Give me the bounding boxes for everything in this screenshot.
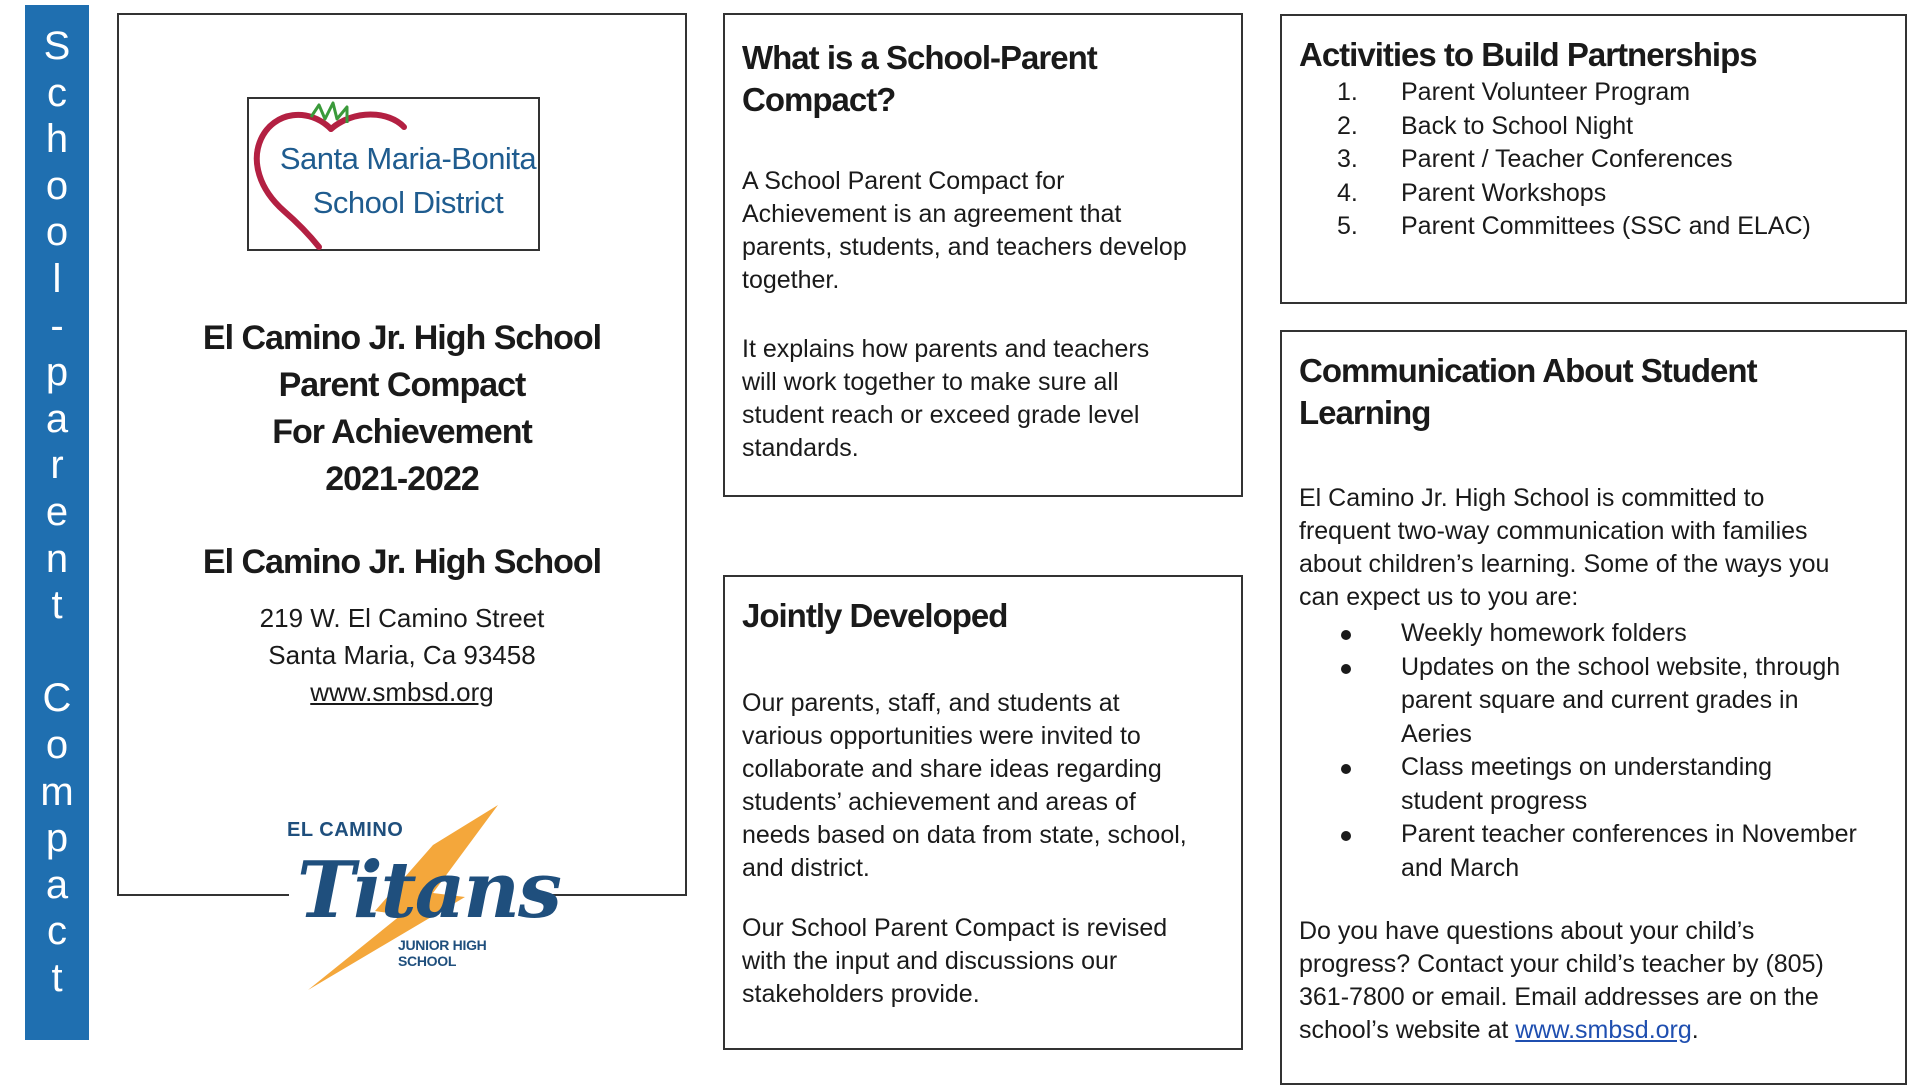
banner-letter: r	[50, 443, 64, 488]
text-line: various opportunities were invited to	[742, 722, 1141, 750]
communication-title	[1299, 350, 1757, 434]
list-item	[1299, 143, 1899, 177]
bullet-icon	[1341, 630, 1351, 640]
contact-prefix: school’s website at	[1299, 1016, 1516, 1044]
banner-letter: o	[45, 163, 69, 208]
side-banner	[25, 5, 89, 1040]
district-logo	[247, 97, 540, 251]
jointly-developed-para1	[742, 687, 1187, 885]
bullet-item	[1299, 651, 1899, 752]
list-item-text: Parent / Teacher Conferences	[1401, 145, 1733, 173]
banner-letter: a	[45, 862, 69, 907]
compact-title	[119, 315, 685, 503]
text-line: Do you have questions about your child’s	[1299, 917, 1755, 945]
bullet-text: Class meetings on understanding	[1401, 753, 1773, 781]
banner-letter: m	[40, 769, 74, 814]
bullet-text: Aeries	[1401, 719, 1472, 748]
compact-definition-para2	[742, 333, 1149, 465]
communication-contact	[1299, 915, 1824, 1047]
communication-box	[1280, 330, 1907, 1085]
text-line: about children’s learning. Some of the ways you	[1299, 550, 1830, 578]
bullet-icon	[1341, 764, 1351, 774]
text-line: collaborate and share ideas regarding	[742, 755, 1162, 783]
title-line: Learning	[1299, 394, 1431, 431]
bullet-text: student progress	[1401, 786, 1588, 815]
text-line	[1299, 1014, 1824, 1047]
banner-letter: o	[45, 722, 69, 767]
contact-suffix: .	[1691, 1016, 1699, 1044]
activities-list	[1299, 76, 1899, 244]
text-line: frequent two-way communication with families	[1299, 517, 1808, 545]
activities-box	[1280, 14, 1907, 304]
district-logo-line1: Santa Maria-Bonita	[279, 141, 537, 176]
text-line: It explains how parents and teachers	[742, 335, 1150, 363]
banner-letter: -	[50, 303, 64, 348]
jointly-developed-title: Jointly Developed	[742, 597, 1008, 634]
list-number: 2.	[1337, 111, 1358, 140]
banner-letter	[25, 629, 89, 676]
title-line: For Achievement	[272, 413, 532, 451]
compact-definition-title	[742, 37, 1097, 121]
text-line: Our School Parent Compact is revised	[742, 914, 1168, 942]
bullet-text: parent square and current grades in	[1401, 686, 1799, 714]
jointly-developed-para2	[742, 912, 1167, 1011]
text-line: standards.	[742, 434, 859, 462]
title-line: Parent Compact	[278, 366, 526, 404]
banner-letter: t	[51, 955, 63, 1000]
title-line: Communication About Student	[1299, 352, 1757, 389]
communication-intro	[1299, 482, 1829, 614]
bullet-item	[1299, 617, 1899, 651]
text-line: A School Parent Compact for	[742, 167, 1065, 195]
address-city: Santa Maria, Ca 93458	[268, 640, 536, 670]
titans-logo	[283, 805, 560, 1005]
banner-letter: c	[47, 909, 67, 954]
list-number: 3.	[1337, 145, 1358, 173]
titans-logo-main: Titans	[297, 845, 560, 936]
text-line: and district.	[742, 854, 870, 882]
list-item-text: Parent Workshops	[1401, 178, 1607, 207]
banner-letter: e	[45, 489, 69, 534]
title-line: El Camino Jr. High School	[202, 319, 602, 357]
address-website-link[interactable]: www.smbsd.org	[310, 677, 494, 707]
jointly-developed-box	[723, 575, 1243, 1050]
banner-letter: a	[45, 396, 69, 441]
compact-definition-box	[723, 13, 1243, 497]
banner-letter: c	[47, 70, 67, 115]
list-item-text: Parent Volunteer Program	[1401, 78, 1691, 106]
titans-logo-bottom: JUNIOR HIGH SCHOOL	[398, 937, 487, 969]
compact-definition-para1	[742, 165, 1187, 297]
bullet-icon	[1341, 831, 1351, 841]
text-line: 361-7800 or email. Email addresses are on the	[1299, 983, 1819, 1011]
banner-letter: o	[45, 210, 69, 255]
banner-letter: C	[42, 676, 72, 721]
titans-logo-top: EL CAMINO	[287, 819, 404, 841]
text-line: progress? Contact your child’s teacher by (805)	[1299, 950, 1824, 978]
text-line: together.	[742, 266, 840, 294]
bullet-text: and March	[1401, 853, 1520, 882]
banner-letter: h	[45, 117, 69, 162]
list-number: 1.	[1337, 78, 1358, 106]
bullet-text: Updates on the school website, through	[1401, 652, 1841, 681]
banner-letter: n	[45, 536, 69, 581]
text-line: will work together to make sure all	[742, 368, 1119, 396]
text-line: students’ achievement and areas of	[742, 788, 1136, 816]
communication-bullet-list	[1299, 617, 1899, 885]
bullet-icon	[1341, 664, 1351, 674]
list-number: 5.	[1337, 212, 1358, 240]
text-line: parents, students, and teachers develop	[742, 233, 1187, 261]
banner-letter: S	[43, 24, 71, 68]
bullet-text: Weekly homework folders	[1401, 619, 1687, 647]
text-line: with the input and discussions our	[742, 947, 1118, 975]
website-link[interactable]: www.smbsd.org	[1515, 1016, 1692, 1044]
title-line: 2021-2022	[325, 460, 479, 498]
text-line: Achievement is an agreement that	[742, 200, 1122, 228]
address-school-name: El Camino Jr. High School	[202, 543, 602, 581]
text-line: can expect us to you are:	[1299, 583, 1579, 611]
address-street: 219 W. El Camino Street	[259, 603, 545, 633]
banner-letter: p	[45, 350, 69, 395]
cover-panel	[117, 13, 687, 896]
banner-letter: p	[45, 816, 69, 861]
district-logo-line2: School District	[312, 185, 504, 220]
bullet-item	[1299, 818, 1899, 885]
bullet-text: Parent teacher conferences in November	[1401, 820, 1857, 848]
list-item	[1299, 110, 1899, 144]
list-item	[1299, 177, 1899, 211]
list-item	[1299, 76, 1899, 110]
text-line: El Camino Jr. High School is committed to	[1299, 484, 1765, 512]
list-number: 4.	[1337, 178, 1358, 207]
list-item-text: Back to School Night	[1401, 111, 1634, 140]
activities-title: Activities to Build Partnerships	[1299, 36, 1757, 73]
banner-letter: t	[51, 583, 63, 628]
list-item	[1299, 210, 1899, 244]
text-line: Our parents, staff, and students at	[742, 689, 1120, 717]
text-line: stakeholders provide.	[742, 980, 980, 1008]
bullet-item	[1299, 751, 1899, 818]
title-line: Compact?	[742, 81, 896, 118]
title-line: What is a School-Parent	[742, 39, 1097, 76]
text-line: needs based on data from state, school,	[742, 821, 1187, 849]
text-line: student reach or exceed grade level	[742, 401, 1140, 429]
banner-letter: l	[52, 256, 62, 301]
list-item-text: Parent Committees (SSC and ELAC)	[1401, 212, 1811, 240]
